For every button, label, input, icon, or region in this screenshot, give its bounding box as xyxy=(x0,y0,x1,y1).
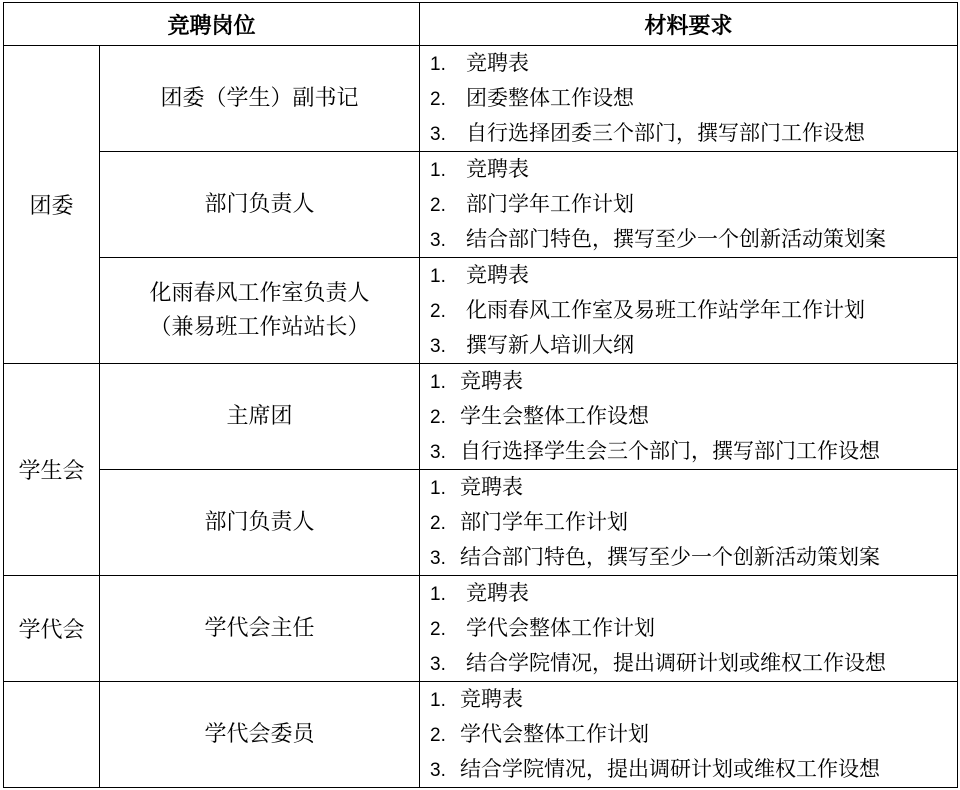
item-number: 2. xyxy=(430,89,446,110)
list-item xyxy=(430,81,957,116)
requirements-cell xyxy=(420,470,958,576)
item-text: 自行选择团委三个部门，撰写部门工作设想 xyxy=(466,121,866,145)
list-item xyxy=(430,258,957,293)
requirements-list xyxy=(430,470,957,575)
list-item xyxy=(430,752,957,787)
requirements-cell xyxy=(420,364,958,470)
position-label: 部门负责人 xyxy=(204,509,315,535)
item-number: 3. xyxy=(430,336,446,357)
item-text: 结合部门特色，撰写至少一个创新活动策划案 xyxy=(460,545,881,569)
item-number: 1. xyxy=(430,478,446,499)
position-label: 学代会委员 xyxy=(204,721,315,747)
item-text: 结合学院情况，提出调研计划或维权工作设想 xyxy=(460,757,881,781)
list-item xyxy=(430,646,957,681)
list-item xyxy=(430,328,957,363)
list-item xyxy=(430,576,957,611)
item-number: 2. xyxy=(430,513,446,534)
position-label: 主席团 xyxy=(226,403,293,429)
requirements-list xyxy=(430,576,957,681)
position-label-sub: （兼易班工作站站长） xyxy=(149,314,370,340)
position-label: 团委（学生）副书记 xyxy=(160,85,359,111)
requirements-list xyxy=(430,364,957,469)
position-cell xyxy=(100,152,420,258)
position-label: 学代会主任 xyxy=(204,615,315,641)
list-item xyxy=(430,399,957,434)
item-number: 3. xyxy=(430,548,446,569)
list-item xyxy=(430,717,957,752)
requirements-cell xyxy=(420,258,958,364)
requirements-cell xyxy=(420,46,958,152)
item-number: 3. xyxy=(430,760,446,781)
requirements-cell xyxy=(420,576,958,682)
item-number: 2. xyxy=(430,407,446,428)
org-student-union: 学生会 xyxy=(4,364,100,576)
table-row xyxy=(4,470,958,576)
list-item xyxy=(430,364,957,399)
position-label: 化雨春风工作室负责人 xyxy=(149,280,370,306)
requirements-list xyxy=(430,152,957,257)
item-text: 部门学年工作计划 xyxy=(466,192,635,216)
list-item xyxy=(430,470,957,505)
org-student-congress: 学代会 xyxy=(4,576,100,682)
position-cell xyxy=(100,364,420,470)
list-item xyxy=(430,116,957,151)
item-text: 化雨春风工作室及易班工作站学年工作计划 xyxy=(466,298,866,322)
item-number: 3. xyxy=(430,124,446,145)
org-youth-league: 团委 xyxy=(4,46,100,364)
item-number: 2. xyxy=(430,619,446,640)
item-number: 2. xyxy=(430,725,446,746)
table-row xyxy=(4,364,958,470)
position-cell xyxy=(100,46,420,152)
org-cell-empty xyxy=(4,682,100,788)
item-text: 自行选择学生会三个部门，撰写部门工作设想 xyxy=(460,439,881,463)
item-number: 1. xyxy=(430,584,446,605)
recruitment-materials-table xyxy=(3,2,958,788)
item-text: 团委整体工作设想 xyxy=(466,86,635,110)
list-item xyxy=(430,682,957,717)
item-number: 1. xyxy=(430,160,446,181)
item-number: 1. xyxy=(430,266,446,287)
item-number: 1. xyxy=(430,372,446,393)
item-number: 3. xyxy=(430,442,446,463)
item-number: 1. xyxy=(430,54,446,75)
table-row xyxy=(4,258,958,364)
requirements-list xyxy=(430,258,957,363)
item-text: 部门学年工作计划 xyxy=(460,510,629,534)
table-row xyxy=(4,682,958,788)
item-text: 竞聘表 xyxy=(460,475,524,499)
header-position: 竞聘岗位 xyxy=(4,3,420,46)
requirements-cell xyxy=(420,152,958,258)
requirements-cell xyxy=(420,682,958,788)
list-item xyxy=(430,187,957,222)
item-text: 竞聘表 xyxy=(466,51,530,75)
list-item xyxy=(430,152,957,187)
position-cell xyxy=(100,682,420,788)
item-number: 1. xyxy=(430,690,446,711)
item-number: 3. xyxy=(430,230,446,251)
item-text: 竞聘表 xyxy=(460,369,524,393)
item-number: 2. xyxy=(430,301,446,322)
item-text: 结合部门特色，撰写至少一个创新活动策划案 xyxy=(466,227,887,251)
item-text: 结合学院情况，提出调研计划或维权工作设想 xyxy=(466,651,887,675)
table-row xyxy=(4,152,958,258)
list-item xyxy=(430,293,957,328)
requirements-list xyxy=(430,46,957,151)
list-item xyxy=(430,540,957,575)
list-item xyxy=(430,505,957,540)
table-header-row xyxy=(4,3,958,46)
list-item xyxy=(430,46,957,81)
item-text: 竞聘表 xyxy=(466,157,530,181)
position-cell xyxy=(100,470,420,576)
item-number: 2. xyxy=(430,195,446,216)
list-item xyxy=(430,434,957,469)
item-number: 3. xyxy=(430,654,446,675)
item-text: 撰写新人培训大纲 xyxy=(466,333,635,357)
table-row xyxy=(4,46,958,152)
item-text: 学代会整体工作计划 xyxy=(460,722,650,746)
list-item xyxy=(430,611,957,646)
item-text: 学代会整体工作计划 xyxy=(466,616,656,640)
position-cell xyxy=(100,576,420,682)
item-text: 竞聘表 xyxy=(466,263,530,287)
requirements-list xyxy=(430,682,957,787)
table-row xyxy=(4,576,958,682)
item-text: 竞聘表 xyxy=(460,687,524,711)
header-materials: 材料要求 xyxy=(420,3,958,46)
position-label: 部门负责人 xyxy=(204,191,315,217)
item-text: 竞聘表 xyxy=(466,581,530,605)
item-text: 学生会整体工作设想 xyxy=(460,404,650,428)
list-item xyxy=(430,222,957,257)
position-cell xyxy=(100,258,420,364)
